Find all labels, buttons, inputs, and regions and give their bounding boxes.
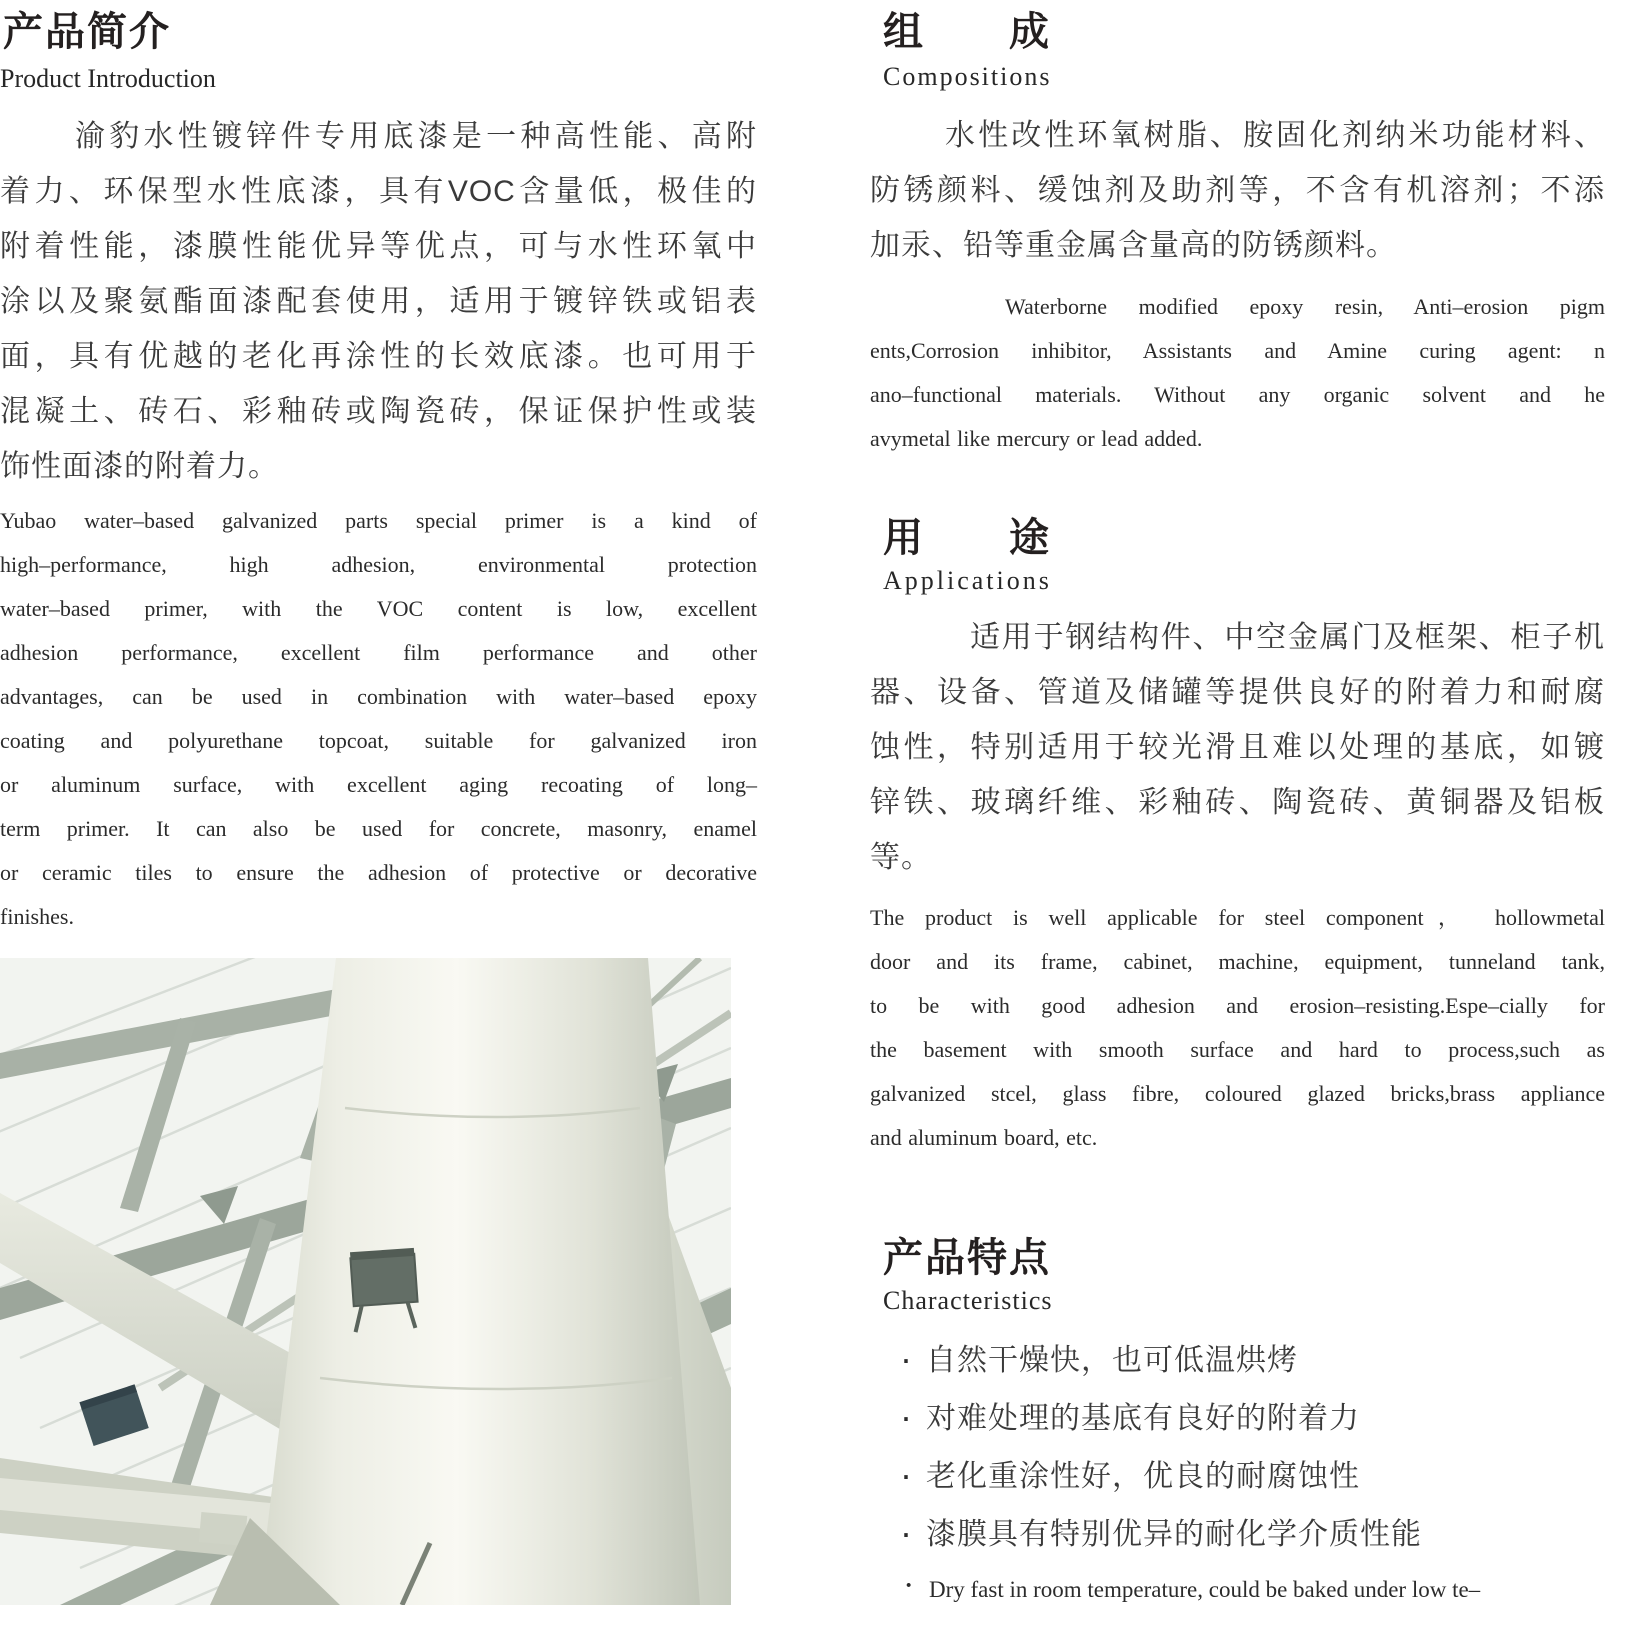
text-line: ano–functional materials. Without any organic solvent and he: [870, 382, 1605, 407]
text-line: adhesion performance, excellent film performance and other: [0, 640, 757, 665]
text-line: 锌铁、玻璃纤维、彩釉砖、陶瓷砖、黄铜器及铝板: [870, 786, 1605, 819]
compositions-paragraph-en: [870, 285, 1605, 461]
characteristic-item: · 自然干燥快，也可低温烘烤: [900, 1332, 1600, 1390]
text-line: Yubao water–based galvanized parts special primer is a kind of: [0, 508, 757, 533]
characteristic-item: · 漆膜具有特别优异的耐化学介质性能: [900, 1506, 1600, 1564]
text-line: 防锈颜料、缓蚀剂及助剂等，不含有机溶剂；不添: [870, 174, 1605, 207]
text-line: finishes.: [0, 904, 74, 929]
steel-structure-photo: [0, 958, 731, 1605]
text-line: water–based primer, with the VOC content is low, excellent: [0, 596, 757, 621]
text-line: or ceramic tiles to ensure the adhesion of protective or decorative: [0, 860, 757, 885]
intro-heading-zh: 产品简介: [3, 10, 171, 54]
text-line: and aluminum board, etc.: [870, 1125, 1098, 1150]
text-line: 面，具有优越的老化再涂性的长效底漆。也可用于: [0, 340, 757, 373]
text-line: avymetal like mercury or lead added.: [870, 426, 1203, 451]
intro-paragraph-en: [0, 499, 757, 939]
text-line: 适用于钢结构件、中空金属门及框架、柜子机: [970, 621, 1605, 654]
compositions-heading-zh: 组 成: [883, 10, 1051, 54]
text-line: 水性改性环氧树脂、胺固化剂纳米功能材料、: [945, 119, 1605, 152]
compositions-heading-en: Compositions: [883, 62, 1052, 91]
text-line: 混凝土、砖石、彩釉砖或陶瓷砖，保证保护性或装: [0, 395, 757, 428]
text-line: to be with good adhesion and erosion–resisting.Espe–cially for: [870, 993, 1605, 1018]
text-line: Waterborne modified epoxy resin, Anti–erosion pigm: [1005, 294, 1605, 319]
text-line: The product is well applicable for steel component， hollowmetal: [870, 905, 1605, 930]
applications-paragraph-zh: [870, 610, 1605, 885]
text-line: 附着性能，漆膜性能优异等优点，可与水性环氧中: [0, 230, 757, 263]
text-line: ents,Corrosion inhibitor, Assistants and Amine curing agent: n: [870, 338, 1605, 363]
text-line: 涂以及聚氨酯面漆配套使用，适用于镀锌铁或铝表: [0, 285, 757, 318]
characteristics-heading-en: Characteristics: [883, 1286, 1053, 1315]
text-line: coating and polyurethane topcoat, suitable for galvanized iron: [0, 728, 757, 753]
text-line: galvanized stcel, glass fibre, coloured glazed bricks,brass appliance: [870, 1081, 1605, 1106]
characteristics-heading-zh: 产品特点: [883, 1236, 1051, 1280]
applications-heading-en: Applications: [883, 566, 1052, 595]
text-line: 饰性面漆的附着力。: [0, 450, 279, 483]
text-line: 器、设备、管道及储罐等提供良好的附着力和耐腐: [870, 676, 1605, 709]
characteristic-item: · 老化重涂性好，优良的耐腐蚀性: [900, 1448, 1600, 1506]
text-line: high–performance, high adhesion, environmental protection: [0, 552, 757, 577]
text-line: 等。: [870, 841, 932, 874]
text-line: 加汞、铅等重金属含量高的防锈颜料。: [870, 229, 1397, 262]
intro-heading-en: Product Introduction: [0, 64, 216, 93]
right-column: [870, 0, 1605, 1640]
text-line: 蚀性，特别适用于较光滑且难以处理的基底，如镀: [870, 731, 1605, 764]
text-line: advantages, can be used in combination with water–based epoxy: [0, 684, 757, 709]
text-line: door and its frame, cabinet, machine, equipment, tunneland tank,: [870, 949, 1605, 974]
characteristic-item: · 对难处理的基底有良好的附着力: [900, 1390, 1600, 1448]
characteristics-bullet-list: [900, 1332, 1600, 1564]
applications-paragraph-en: [870, 896, 1605, 1160]
applications-heading-zh: 用 途: [883, 516, 1051, 560]
compositions-paragraph-zh: [870, 108, 1605, 273]
text-line: 渝豹水性镀锌件专用底漆是一种高性能、高附: [75, 120, 757, 153]
text-line: the basement with smooth surface and hard to process,such as: [870, 1037, 1605, 1062]
intro-paragraph-zh: [0, 109, 757, 494]
text-line: 着力、环保型水性底漆，具有VOC含量低，极佳的: [0, 175, 757, 208]
text-line: term primer. It can also be used for concrete, masonry, enamel: [0, 816, 757, 841]
characteristic-item-en: · Dry fast in room temperature, could be baked under low te–: [903, 1564, 1629, 1616]
text-line: or aluminum surface, with excellent aging recoating of long–: [0, 772, 757, 797]
